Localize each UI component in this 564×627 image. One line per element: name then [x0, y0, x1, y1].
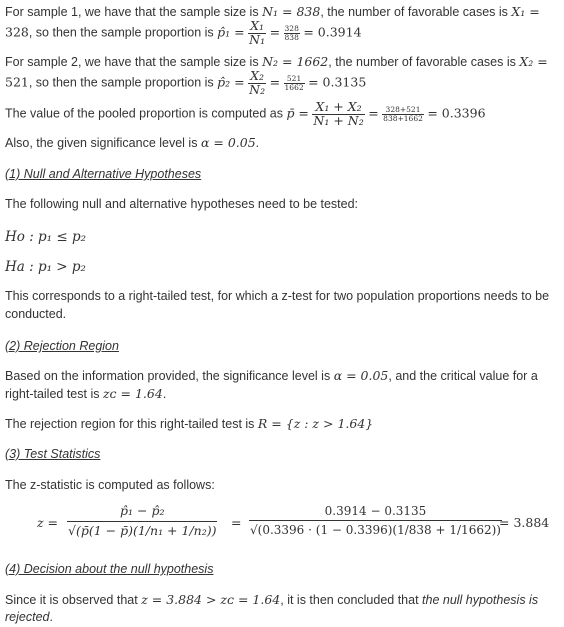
sample2-text-mid: , the number of favorable cases is — [328, 55, 516, 69]
alternative-hypothesis: Ha : p₁ > p₂ — [5, 259, 86, 275]
null-hypothesis: Ho : p₁ ≤ p₂ — [5, 229, 87, 245]
pooled-fraction-values: $\frac{328+521}{838+1662}$ — [383, 105, 423, 123]
rejection-line1: Based on the information provided, the significance level is α = 0.05, and the critical value for a — [5, 368, 538, 383]
sample1-fraction-values: $\frac{328}{838}$ — [284, 24, 299, 42]
rejection-region-line: The rejection region for this right-tailed test is R = {z : z > 1.64} — [5, 416, 374, 431]
z-general-fraction: $\frac{\text{p̂₁ − p̂₂}}{\text{√(p̄(1 − p̄)(1/n₁ + 1/n₂))}}$ — [68, 503, 217, 538]
heading-test-statistics: (3) Test Statistics — [5, 447, 101, 461]
pooled-text: The value of the pooled proportion is computed as — [5, 106, 283, 121]
decision-line1: Since it is observed that z = 3.884 > zᴄ = 1.64, it is then concluded that the null hypothesis is — [5, 592, 539, 607]
sample1-result: = 0.3914 — [303, 24, 362, 40]
sample1-x: X₁ = — [511, 4, 540, 19]
pooled-pbar: p̄ = — [286, 105, 309, 121]
sample2-fraction-values: $\frac{521}{1662}$ — [284, 74, 304, 92]
sample1-line2: 328, so then the sample proportion is p̂₁ = $\frac{\text{X₁}}{\text{N₁}}$ = $\frac{328}{838}$ = 0.3914 — [5, 18, 362, 47]
sample2-line1 — [5, 52, 560, 72]
sample2-phat: p̂₂ = — [217, 74, 245, 90]
z-symbol: z = — [37, 515, 59, 530]
critical-value: zᴄ = 1.64 — [102, 386, 163, 401]
test-type-line1: This corresponds to a right-tailed test, for which a z-test for two population proportions needs to be — [5, 289, 550, 303]
pooled-result: = 0.3396 — [427, 105, 486, 121]
decision-comparison: z = 3.884 > zᴄ = 1.64 — [141, 592, 281, 607]
statistic-intro: The z-statistic is computed as follows: — [5, 478, 215, 492]
z-result: = 3.884 — [499, 515, 550, 530]
hypotheses-intro: The following null and alternative hypotheses need to be tested: — [5, 197, 359, 211]
pooled-fraction: $\frac{\text{X₁ + X₂}}{\text{N₁ + N₂}}$ — [313, 99, 364, 128]
pooled-line: The value of the pooled proportion is computed as p̄ = $\frac{\text{X₁ + X₂}}{\text{N₁ + N₂}}$ = $\frac{328+521}{838+1662}$ = 0.3396 — [5, 99, 486, 128]
sample2-x: X₂ = — [519, 54, 548, 69]
rejection-region: R = {z : z > 1.64} — [257, 416, 374, 431]
significance-line: Also, the given significance level is α = 0.05. — [5, 135, 260, 150]
sample2-result: = 0.3135 — [308, 74, 367, 90]
sample1-n: N₁ = 838 — [262, 4, 321, 19]
sample1-line1 — [5, 2, 560, 22]
z-numeric-fraction: $\frac{0.3914 - 0.3135}{√(0.3396 \cdot (1 - 0.3396)(1/838 + 1/1662))}$ — [250, 504, 501, 537]
test-type-line2: conducted. — [5, 307, 67, 321]
sample1-text-end: , so then the sample proportion is — [28, 25, 214, 40]
sample1-phat: p̂₁ = — [217, 24, 245, 40]
sample1-x-value: 328 — [5, 24, 29, 40]
sample2-fraction: $\frac{\text{X₂}}{\text{N₂}}$ — [249, 68, 266, 97]
sample2-n: N₂ = 1662 — [262, 54, 329, 69]
sample2-line2: 521, so then the sample proportion is p̂₂ = $\frac{\text{X₂}}{\text{N₂}}$ = $\frac{521}{1662}$ = 0.3135 — [5, 68, 367, 97]
rejection-line2: right-tailed test is zᴄ = 1.64. — [5, 386, 167, 401]
heading-rejection-region: (2) Rejection Region — [5, 339, 119, 353]
sample2-text-end: , so then the sample proportion is — [28, 75, 214, 90]
sample1-text-mid: , the number of favorable cases is — [320, 5, 508, 19]
z-formula: z = $\frac{\text{p̂₁ − p̂₂}}{\text{√(p̄(1 − p̄)(1/n₁ + 1/n₂))}}$ = $\frac{0.3914 - 0.3135}{√(0.3396 \cdot (1 - 0.3396)(1/838 + 1/1662))}$ = 3.884 — [37, 503, 550, 538]
heading-hypotheses: (1) Null and Alternative Hypotheses — [5, 167, 202, 181]
heading-decision: (4) Decision about the null hypothesis — [5, 562, 214, 576]
sample2-x-value: 521 — [5, 74, 29, 90]
rejection-alpha: α = 0.05 — [333, 368, 389, 383]
decision-line2: rejected. — [5, 610, 53, 624]
significance-value: α = 0.05 — [200, 135, 256, 150]
sample2-text: For sample 2, we have that the sample size is — [5, 55, 259, 69]
sample1-text: For sample 1, we have that the sample size is — [5, 5, 259, 19]
sample1-fraction: $\frac{\text{X₁}}{\text{N₁}}$ — [249, 18, 266, 47]
